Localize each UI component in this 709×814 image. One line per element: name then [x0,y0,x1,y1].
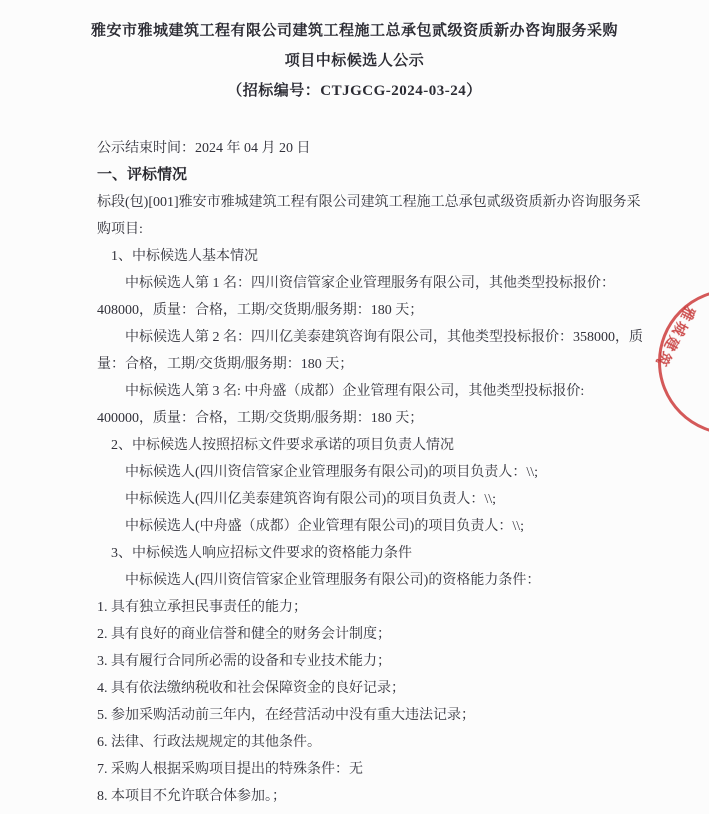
qualifications-intro: 中标候选人(四川资信管家企业管理服务有限公司)的资格能力条件： [125,573,541,588]
qualification-item-6: 6. 法律、行政法规规定的其他条件。 [97,735,321,750]
seal-text: 雅城建筑 [651,303,697,371]
doc-header [0,0,709,106]
candidates-heading: 1、中标候选人基本情况 [111,249,258,264]
qualification-item-1: 1. 具有独立承担民事责任的能力； [97,600,307,615]
lot-paragraph: 标段(包)[001]雅安市雅城建筑工程有限公司建筑工程施工总承包贰级资质新办咨询服务采购项目: [97,195,641,237]
qualification-item-8: 8. 本项目不允许联合体参加。； [97,789,286,804]
candidate-item-1: 中标候选人第 1 名：四川资信管家企业管理服务有限公司，其他类型投标报价：408000，质量：合格，工期/交货期/服务期：180 天； [97,276,615,318]
manager-item-2: 中标候选人(四川亿美泰建筑咨询有限公司)的项目负责人：\\; [125,492,496,507]
doc-bid-number: （招标编号：CTJGCG-2024-03-24） [227,83,482,99]
qualifications-heading: 3、中标候选人响应招标文件要求的资格能力条件 [111,546,412,561]
qualification-item-2: 2. 具有良好的商业信誉和健全的财务会计制度； [97,627,391,642]
qualification-item-4: 4. 具有依法缴纳税收和社会保障资金的良好记录； [97,681,405,696]
manager-item-3: 中标候选人(中舟盛（成都）企业管理有限公司)的项目负责人：\\; [125,519,524,534]
doc-title-line-2: 项目中标候选人公示 [284,53,425,69]
qualification-item-3: 3. 具有履行合同所必需的设备和专业技术能力； [97,654,391,669]
candidate-item-3: 中标候选人第 3 名: 中舟盛（成都）企业管理有限公司，其他类型投标报价: 400000，质量：合格，工期/交货期/服务期：180 天； [97,384,585,426]
manager-item-1: 中标候选人(四川资信管家企业管理服务有限公司)的项目负责人：\\; [125,465,538,480]
managers-heading: 2、中标候选人按照招标文件要求承诺的项目负责人情况 [111,438,454,453]
section-heading-evaluation: 一、评标情况 [97,167,188,183]
doc-body [0,106,709,810]
qualification-item-7: 7. 采购人根据采购项目提出的特殊条件：无 [97,762,363,777]
qualification-item-5: 5. 参加采购活动前三年内，在经营活动中没有重大违法记录； [97,708,475,723]
doc-title-line-1: 雅安市雅城建筑工程有限公司建筑工程施工总承包贰级资质新办咨询服务采购 [90,23,618,39]
candidate-item-2: 中标候选人第 2 名：四川亿美泰建筑咨询有限公司，其他类型投标报价：358000，质量：合格，工期/交货期/服务期：180 天； [97,330,643,372]
publicity-end-date: 公示结束时间：2024 年 04 月 20 日 [97,141,311,156]
